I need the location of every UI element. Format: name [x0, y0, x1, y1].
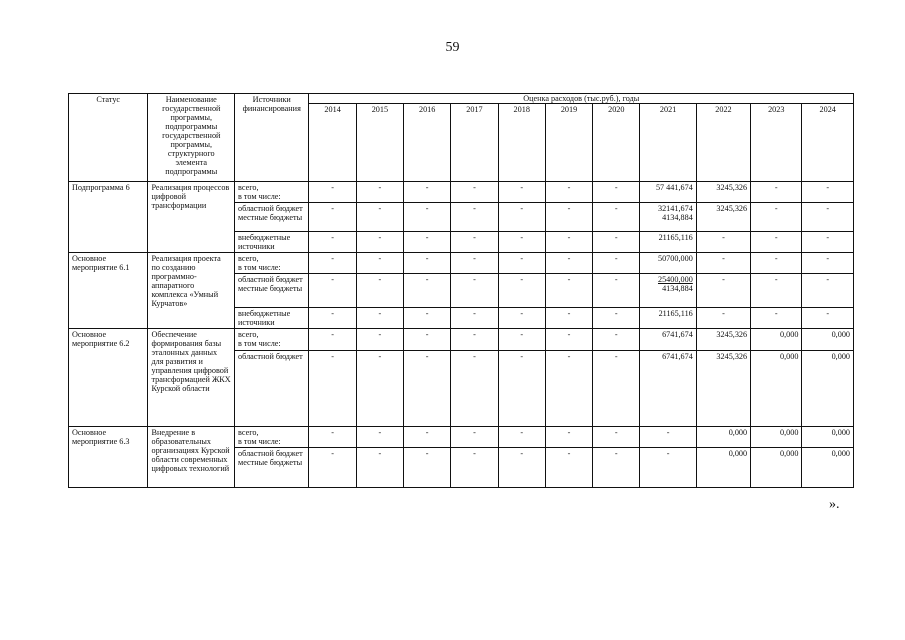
value-cell-2022 [696, 232, 750, 253]
value-cell-2014 [309, 329, 356, 351]
source-label: областной бюджет [238, 204, 303, 214]
value-amount: - [774, 309, 778, 319]
value-amount: - [826, 183, 830, 193]
source-label: всего, [238, 183, 259, 193]
value-amount: - [722, 254, 725, 264]
header-year-2014: 2014 [309, 104, 356, 182]
table-row [69, 182, 854, 203]
value-amount: - [331, 428, 334, 438]
value-cell-2024 [802, 253, 854, 274]
value-cell-2022 [696, 427, 750, 448]
value-cell-2019 [545, 308, 592, 329]
source-label: всего, [238, 330, 259, 340]
row-program-name: Реализация процессов цифровой трансформации [148, 182, 235, 253]
value-amount: - [425, 254, 429, 264]
value-cell-2024 [802, 427, 854, 448]
value-cell-2017 [451, 203, 498, 232]
source-sublabel: в том числе: [238, 192, 281, 202]
value-cell-2023 [751, 329, 802, 351]
value-amount: - [520, 204, 524, 214]
value-amount: - [614, 204, 618, 214]
row-source [235, 274, 309, 308]
value-cell-2023 [751, 448, 802, 488]
value-amount: - [567, 449, 571, 459]
value-cell-2021 [640, 253, 696, 274]
value-cell-2017 [451, 308, 498, 329]
source-label: внебюджетные источники [238, 309, 291, 328]
value-amount: 6741,674 [662, 352, 693, 362]
value-amount: - [473, 254, 476, 264]
value-amount: - [774, 275, 778, 285]
value-cell-2017 [451, 351, 498, 427]
value-amount: - [425, 428, 429, 438]
source-label: всего, [238, 428, 259, 438]
value-amount: - [614, 352, 618, 362]
value-amount: - [826, 233, 830, 243]
value-amount: - [567, 254, 571, 264]
value-amount: 0,000 [728, 449, 748, 459]
value-amount: - [331, 309, 334, 319]
value-amount: - [331, 233, 334, 243]
value-amount: - [378, 330, 382, 340]
row-source [235, 253, 309, 274]
value-amount: - [331, 449, 334, 459]
value-cell-2019 [545, 182, 592, 203]
value-amount: - [473, 309, 476, 319]
value-cell-2018 [498, 203, 545, 232]
value-amount: - [614, 233, 618, 243]
value-cell-2018 [498, 351, 545, 427]
value-cell-2021 [640, 232, 696, 253]
value-amount: - [520, 330, 524, 340]
header-estimate: Оценка расходов (тыс.руб.), годы [309, 94, 854, 104]
value-amount: - [666, 428, 670, 438]
value-amount: - [567, 428, 571, 438]
value-cell-2014 [309, 182, 356, 203]
row-source [235, 448, 309, 488]
value-cell-2014 [309, 232, 356, 253]
value-amount: - [331, 352, 334, 362]
value-amount: - [331, 254, 334, 264]
value-cell-2017 [451, 274, 498, 308]
value-cell-2023 [751, 351, 802, 427]
row-source [235, 427, 309, 448]
value-cell-2020 [593, 448, 640, 488]
value-cell-2017 [451, 329, 498, 351]
value-amount: - [826, 309, 830, 319]
table-row [69, 427, 854, 448]
row-program-name: Реализация проекта по созданию программно-аппаратного комплекса «Умный Курчатов» [148, 253, 235, 329]
row-source [235, 232, 309, 253]
value-amount: - [378, 233, 382, 243]
value-amount: - [520, 449, 524, 459]
value-amount: - [425, 309, 429, 319]
row-source [235, 351, 309, 427]
value-cell-2024 [802, 232, 854, 253]
value-cell-2014 [309, 308, 356, 329]
value-amount: 0,000 [831, 352, 850, 362]
value-cell-2018 [498, 253, 545, 274]
value-amount: - [331, 275, 334, 285]
header-status: Статус [69, 94, 148, 182]
value-amount: 0,000 [831, 449, 850, 459]
value-cell-2019 [545, 253, 592, 274]
header-year-2020: 2020 [593, 104, 640, 182]
closing-quote: ». [829, 497, 840, 512]
value-cell-2019 [545, 329, 592, 351]
source-sublabel: местные бюджеты [238, 213, 303, 223]
value-cell-2015 [356, 182, 403, 203]
value-cell-2019 [545, 351, 592, 427]
value-amount: 0,000 [780, 428, 799, 438]
value-cell-2014 [309, 274, 356, 308]
value-cell-2014 [309, 427, 356, 448]
row-source [235, 203, 309, 232]
value-cell-2020 [593, 274, 640, 308]
budget-table [68, 93, 854, 488]
value-amount: - [473, 330, 476, 340]
source-sublabel: местные бюджеты [238, 458, 303, 468]
value-amount: - [378, 428, 382, 438]
value-amount: 0,000 [780, 449, 799, 459]
value-amount: - [567, 204, 571, 214]
value-cell-2023 [751, 182, 802, 203]
source-sublabel: в том числе: [238, 437, 281, 447]
value-amount: 0,000 [780, 330, 799, 340]
row-status: Основное мероприятие 6.3 [69, 427, 148, 488]
source-label: внебюджетные источники [238, 233, 291, 252]
value-cell-2017 [451, 427, 498, 448]
header-row-1 [69, 94, 854, 104]
value-cell-2024 [802, 182, 854, 203]
source-sublabel: местные бюджеты [238, 284, 303, 294]
header-year-2022: 2022 [696, 104, 750, 182]
value-amount: - [473, 352, 476, 362]
value-cell-2023 [751, 232, 802, 253]
value-cell-2022 [696, 182, 750, 203]
value-amount: 3245,326 [716, 330, 748, 340]
value-cell-2015 [356, 448, 403, 488]
source-label: областной бюджет [238, 275, 303, 285]
value-cell-2018 [498, 427, 545, 448]
value-amount: - [614, 449, 618, 459]
value-amount: 0,000 [728, 428, 748, 438]
value-cell-2022 [696, 203, 750, 232]
value-cell-2021 [640, 274, 696, 308]
value-cell-2015 [356, 274, 403, 308]
value-cell-2016 [404, 182, 451, 203]
value-amount: - [473, 204, 476, 214]
value-cell-2019 [545, 448, 592, 488]
header-year-2023: 2023 [751, 104, 802, 182]
value-cell-2020 [593, 308, 640, 329]
header-year-2017: 2017 [451, 104, 498, 182]
value-cell-2023 [751, 274, 802, 308]
value-cell-2016 [404, 308, 451, 329]
value-cell-2017 [451, 182, 498, 203]
value-amount: - [520, 183, 524, 193]
value-cell-2024 [802, 351, 854, 427]
value-cell-2018 [498, 448, 545, 488]
value-cell-2016 [404, 448, 451, 488]
value-amount: - [473, 233, 476, 243]
header-sources: Источники финансирования [235, 94, 309, 182]
table-row [69, 329, 854, 351]
value-cell-2021 [640, 308, 696, 329]
value-amount: 0,000 [780, 352, 799, 362]
value-amount: - [826, 275, 830, 285]
source-sublabel: в том числе: [238, 339, 281, 349]
value-cell-2021 [640, 182, 696, 203]
value-cell-2020 [593, 427, 640, 448]
value-amount: - [614, 330, 618, 340]
value-cell-2022 [696, 329, 750, 351]
value-amount: - [425, 352, 429, 362]
row-status: Основное мероприятие 6.1 [69, 253, 148, 329]
value-cell-2020 [593, 351, 640, 427]
value-cell-2020 [593, 253, 640, 274]
header-year-2021: 2021 [640, 104, 696, 182]
value-cell-2021 [640, 203, 696, 232]
source-label: областной бюджет [238, 449, 303, 459]
value-cell-2022 [696, 274, 750, 308]
value-cell-2015 [356, 253, 403, 274]
source-label: всего, [238, 254, 259, 264]
value-cell-2021 [640, 448, 696, 488]
value-amount: - [666, 449, 670, 459]
value-amount: - [425, 204, 429, 214]
value-cell-2017 [451, 232, 498, 253]
value-cell-2015 [356, 427, 403, 448]
value-amount: - [774, 183, 778, 193]
value-amount: - [473, 449, 476, 459]
value-amount: - [520, 275, 524, 285]
source-label: областной бюджет [238, 352, 303, 362]
value-cell-2020 [593, 203, 640, 232]
value-cell-2019 [545, 232, 592, 253]
value-cell-2016 [404, 232, 451, 253]
value-cell-2014 [309, 448, 356, 488]
header-year-2015: 2015 [356, 104, 403, 182]
value-cell-2018 [498, 232, 545, 253]
value-cell-2024 [802, 329, 854, 351]
value-amount-2: 4134,884 [662, 284, 693, 294]
value-amount: - [520, 428, 524, 438]
value-amount: 6741,674 [662, 330, 693, 340]
value-cell-2021 [640, 351, 696, 427]
value-amount: - [614, 309, 618, 319]
value-cell-2023 [751, 308, 802, 329]
value-amount: - [567, 233, 571, 243]
value-cell-2018 [498, 308, 545, 329]
value-amount: 3245,326 [716, 183, 748, 193]
value-cell-2019 [545, 274, 592, 308]
value-amount: 21165,116 [658, 233, 693, 243]
value-amount: - [722, 233, 725, 243]
value-cell-2018 [498, 329, 545, 351]
value-cell-2015 [356, 351, 403, 427]
value-amount: - [774, 204, 778, 214]
value-amount: - [473, 183, 476, 193]
value-amount: - [378, 275, 382, 285]
value-cell-2018 [498, 274, 545, 308]
value-cell-2016 [404, 351, 451, 427]
value-amount: - [425, 449, 429, 459]
source-sublabel: в том числе: [238, 263, 281, 273]
value-amount: - [331, 204, 334, 214]
row-status: Подпрограмма 6 [69, 182, 148, 253]
value-cell-2022 [696, 253, 750, 274]
value-cell-2023 [751, 203, 802, 232]
header-name: Наименование государственной программы, подпрограммы государственной программы, структурного элемента подпрограммы [148, 94, 235, 182]
value-amount: - [520, 233, 524, 243]
value-cell-2015 [356, 308, 403, 329]
row-program-name: Обеспечение формирования базы эталонных данных для развития и управления цифровой трансформацией ЖКХ Курской области [148, 329, 235, 427]
page-number: 59 [445, 40, 460, 55]
value-amount: - [567, 330, 571, 340]
value-cell-2015 [356, 232, 403, 253]
value-cell-2024 [802, 203, 854, 232]
header-year-2018: 2018 [498, 104, 545, 182]
value-cell-2017 [451, 448, 498, 488]
value-cell-2020 [593, 329, 640, 351]
value-cell-2016 [404, 329, 451, 351]
value-amount: - [425, 275, 429, 285]
value-amount: - [425, 233, 429, 243]
row-program-name: Внедрение в образовательных организациях Курской области современных цифровых технологий [148, 427, 235, 488]
value-cell-2023 [751, 253, 802, 274]
value-cell-2018 [498, 182, 545, 203]
value-amount: - [774, 233, 778, 243]
value-cell-2022 [696, 351, 750, 427]
value-amount: - [614, 254, 618, 264]
value-amount: 21165,116 [658, 309, 693, 319]
value-cell-2017 [451, 253, 498, 274]
value-amount: 50700,000 [657, 254, 693, 264]
value-amount: 3245,326 [716, 204, 748, 214]
value-cell-2014 [309, 253, 356, 274]
value-amount: - [614, 183, 618, 193]
row-source [235, 329, 309, 351]
value-amount: 57 441,674 [655, 183, 693, 193]
value-amount: 0,000 [831, 330, 850, 340]
value-cell-2024 [802, 448, 854, 488]
value-amount: - [473, 428, 476, 438]
value-amount: - [378, 449, 382, 459]
value-cell-2016 [404, 203, 451, 232]
value-amount: - [567, 309, 571, 319]
value-cell-2016 [404, 274, 451, 308]
value-amount: - [567, 352, 571, 362]
value-amount: - [826, 204, 830, 214]
value-cell-2015 [356, 329, 403, 351]
header-year-2019: 2019 [545, 104, 592, 182]
row-source [235, 182, 309, 203]
value-cell-2020 [593, 182, 640, 203]
value-cell-2021 [640, 427, 696, 448]
value-cell-2022 [696, 308, 750, 329]
value-cell-2024 [802, 274, 854, 308]
value-amount: 3245,326 [716, 352, 748, 362]
header-year-2016: 2016 [404, 104, 451, 182]
row-source [235, 308, 309, 329]
value-cell-2023 [751, 427, 802, 448]
value-cell-2019 [545, 427, 592, 448]
value-amount: - [567, 275, 571, 285]
header-year-2024: 2024 [802, 104, 854, 182]
value-amount: - [378, 254, 382, 264]
value-amount-2: 4134,884 [662, 213, 693, 223]
value-amount: - [826, 254, 830, 264]
value-amount: 32141,674 [657, 204, 693, 214]
value-amount: - [520, 309, 524, 319]
row-status: Основное мероприятие 6.2 [69, 329, 148, 427]
value-cell-2021 [640, 329, 696, 351]
value-cell-2016 [404, 253, 451, 274]
value-amount: - [722, 275, 725, 285]
value-amount: - [722, 309, 725, 319]
value-cell-2014 [309, 351, 356, 427]
value-amount: - [774, 254, 778, 264]
value-amount: 0,000 [831, 428, 850, 438]
value-amount: - [378, 204, 382, 214]
value-amount: - [614, 428, 618, 438]
value-cell-2014 [309, 203, 356, 232]
value-cell-2020 [593, 232, 640, 253]
value-amount: - [331, 330, 334, 340]
value-amount: - [520, 352, 524, 362]
value-amount: - [614, 275, 618, 285]
value-cell-2024 [802, 308, 854, 329]
value-amount: 25400,000 [657, 275, 693, 285]
value-cell-2015 [356, 203, 403, 232]
value-amount: - [567, 183, 571, 193]
value-cell-2019 [545, 203, 592, 232]
value-amount: - [520, 254, 524, 264]
value-amount: - [378, 352, 382, 362]
value-amount: - [425, 183, 429, 193]
value-amount: - [473, 275, 476, 285]
table-row [69, 253, 854, 274]
value-cell-2016 [404, 427, 451, 448]
value-amount: - [378, 183, 382, 193]
value-amount: - [378, 309, 382, 319]
value-cell-2022 [696, 448, 750, 488]
value-amount: - [331, 183, 334, 193]
value-amount: - [425, 330, 429, 340]
